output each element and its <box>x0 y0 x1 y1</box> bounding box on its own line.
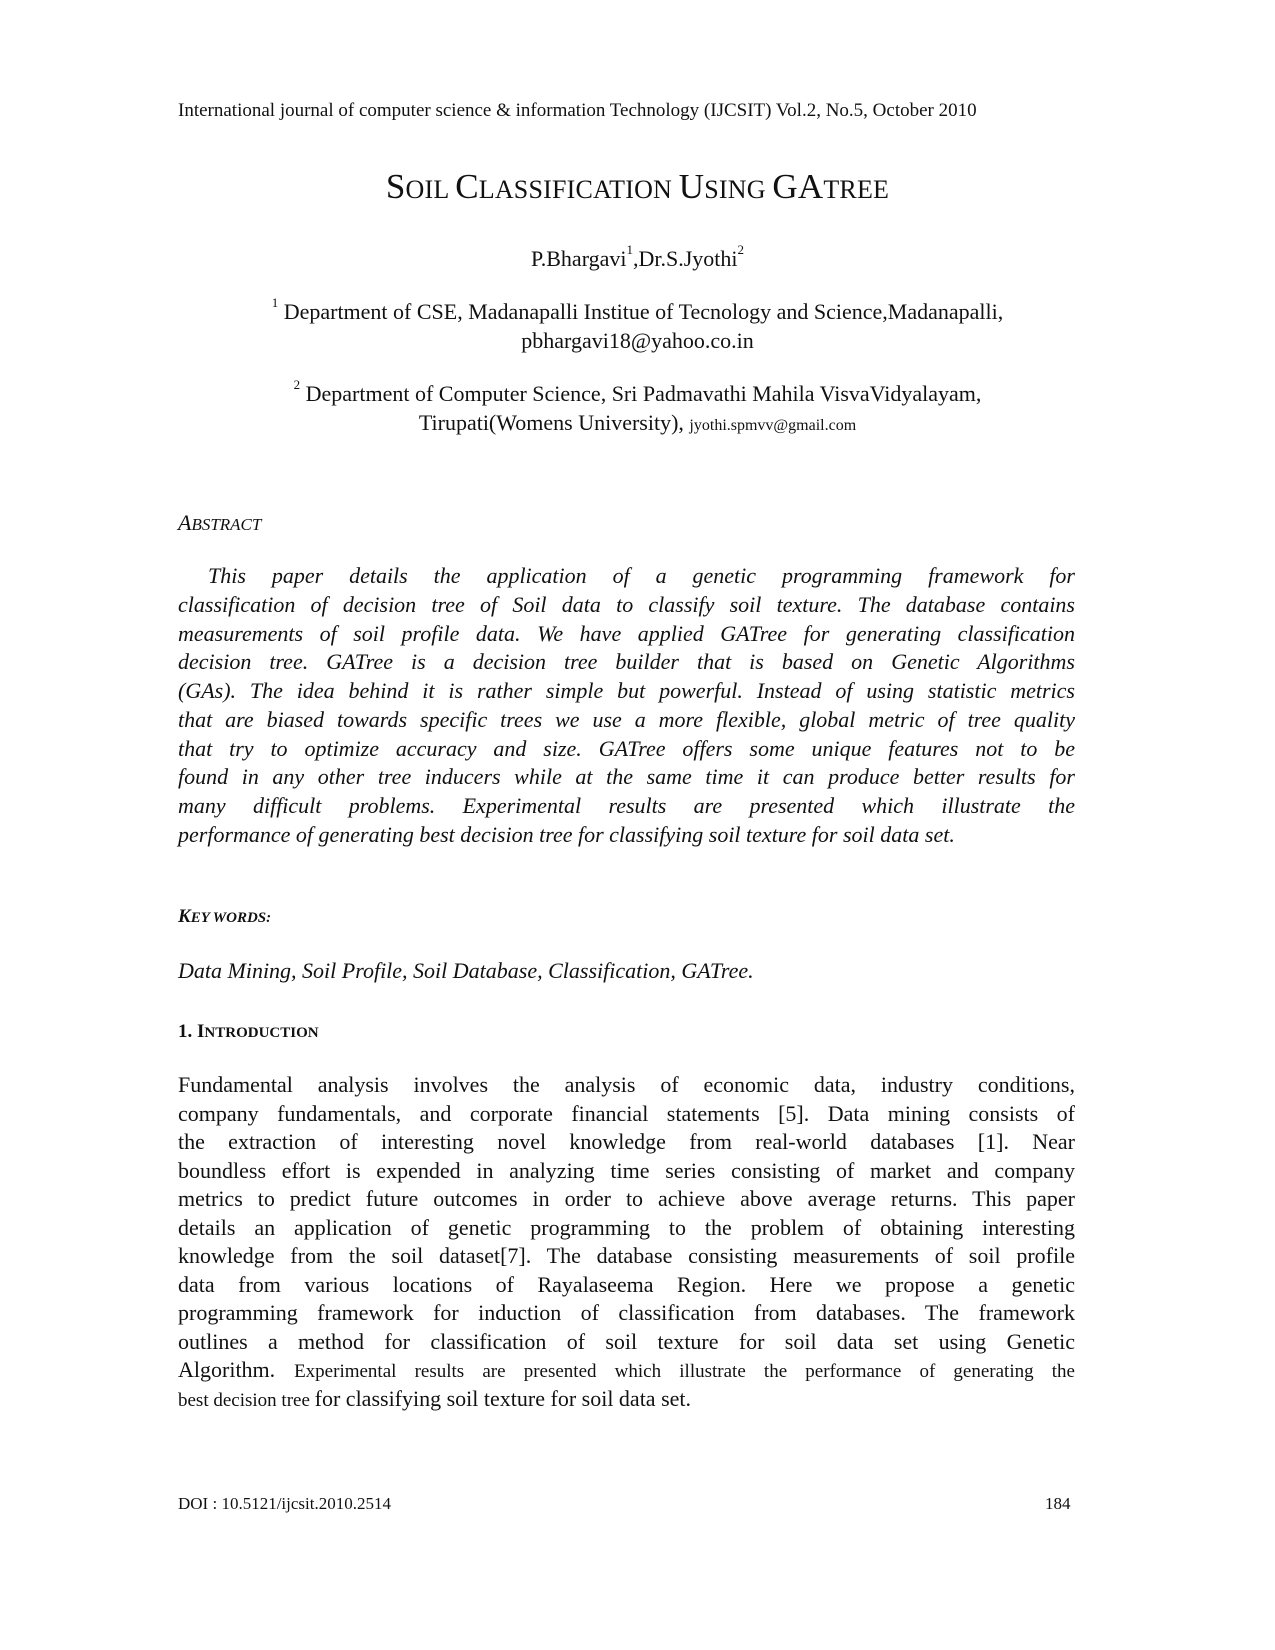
section-heading-introduction: 1. INTRODUCTION <box>178 1021 319 1042</box>
affiliation-marker: 2 <box>737 242 745 257</box>
abstract-line: many difficult problems. Experimental results are presented which illustrate the <box>178 793 1075 818</box>
page-number: 184 <box>1045 1494 1071 1513</box>
intro-line: outlines a method for classification of soil texture for soil data set using Genetic <box>178 1329 1075 1354</box>
abstract-line: that are biased towards specific trees we use a more flexible, global metric of tree quality <box>178 707 1075 732</box>
affiliation-2-email[interactable]: jyothi.spmvv@gmail.com <box>689 417 857 434</box>
intro-line: Algorithm. Experimental results are presented which illustrate the performance of generating the <box>178 1357 1075 1382</box>
title-part: SOIL <box>385 167 456 206</box>
intro-line: best decision tree for classifying soil texture for soil data set. <box>178 1386 692 1411</box>
affiliation-1-line-1: $^1$ Department of CSE, Madanapalli Institue of Tecnology and Science,Madanapalli, <box>271 295 1004 324</box>
abstract-heading: ABSTRACT <box>178 510 262 535</box>
affiliation-2-line-2: Tirupati(Womens University), jyothi.spmvv@gmail.com <box>418 410 857 435</box>
title-part: GATREE <box>772 167 890 206</box>
author-list: P.Bhargavi$^1$,Dr.S.Jyothi$^2$ <box>530 242 745 271</box>
intro-line: data from various locations of Rayalaseema Region. Here we propose a genetic <box>178 1272 1075 1297</box>
intro-line: knowledge from the soil dataset[7]. The database consisting measurements of soil profile <box>178 1243 1075 1268</box>
abstract-line: This paper details the application of a genetic programming framework for <box>208 563 1075 588</box>
abstract-line: that try to optimize accuracy and size. GATree offers some unique features not to be <box>178 736 1075 761</box>
intro-line: the extraction of interesting novel knowledge from real-world databases [1]. Near <box>178 1129 1075 1154</box>
keywords-list: Data Mining, Soil Profile, Soil Database, Classification, GATree. <box>178 958 754 983</box>
paper-title <box>0 169 1275 204</box>
abstract-line: decision tree. GATree is a decision tree builder that is based on Genetic Algorithms <box>178 649 1075 674</box>
abstract-line: (GAs). The idea behind it is rather simple but powerful. Instead of using statistic metrics <box>178 678 1075 703</box>
keywords-heading: KEY WORDS: <box>178 906 272 927</box>
intro-line: details an application of genetic programming to the problem of obtaining interesting <box>178 1215 1075 1240</box>
abstract-line: found in any other tree inducers while at the same time it can produce better results for <box>178 764 1075 789</box>
abstract-line: measurements of soil profile data. We have applied GATree for generating classification <box>178 621 1075 646</box>
intro-line: programming framework for induction of classification from databases. The framework <box>178 1300 1075 1325</box>
affiliation-marker: 1 <box>271 295 279 310</box>
title-part: CLASSIFICATION <box>455 167 679 206</box>
author-name: Dr.S.Jyothi <box>638 246 738 271</box>
title-part: USING <box>678 167 773 206</box>
affiliation-2-line-1: $^2$ Department of Computer Science, Sri Padmavathi Mahila VisvaVidyalayam, <box>293 377 982 406</box>
affiliation-1-email[interactable]: pbhargavi18@yahoo.co.in <box>521 328 754 353</box>
affiliation-marker: 2 <box>293 377 301 392</box>
affiliation-marker: 1 <box>626 242 633 257</box>
abstract-line: performance of generating best decision tree for classifying soil texture for soil data set. <box>178 822 955 847</box>
running-header: International journal of computer science & information Technology (IJCSIT) Vol.2, No.5, October 2010 <box>178 100 977 121</box>
intro-line: company fundamentals, and corporate financial statements [5]. Data mining consists of <box>178 1101 1075 1126</box>
intro-line: boundless effort is expended in analyzing time series consisting of market and company <box>178 1158 1075 1183</box>
author-name: P.Bhargavi <box>530 246 627 271</box>
doi-footer: DOI : 10.5121/ijcsit.2010.2514 <box>178 1494 391 1513</box>
intro-line: Fundamental analysis involves the analysis of economic data, industry conditions, <box>178 1072 1075 1097</box>
intro-line: metrics to predict future outcomes in order to achieve above average returns. This paper <box>178 1186 1075 1211</box>
abstract-line: classification of decision tree of Soil data to classify soil texture. The database contains <box>178 592 1075 617</box>
